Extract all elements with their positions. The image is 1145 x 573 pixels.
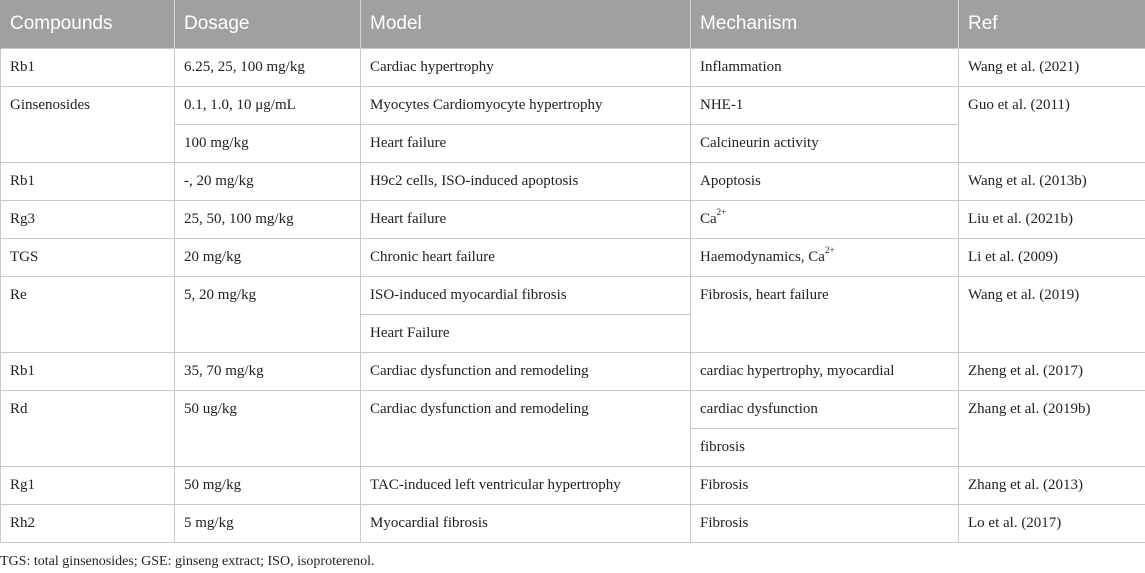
- table-row: [1, 277, 1145, 315]
- cell-model: TAC-induced left ventricular hypertrophy: [361, 467, 691, 505]
- cell-mechanism: Inflammation: [691, 49, 959, 87]
- cell-ref: Wang et al. (2021): [959, 49, 1145, 87]
- cell-model: ISO-induced myocardial fibrosis: [361, 277, 691, 315]
- cell-dosage: 5, 20 mg/kg: [175, 277, 361, 353]
- table-footnote: TGS: total ginsenosides; GSE: ginseng extract; ISO, isoproterenol.: [0, 554, 375, 569]
- cell-model: Cardiac dysfunction and remodeling: [361, 391, 691, 467]
- mechanism-text: Haemodynamics, Ca: [700, 249, 825, 265]
- cell-compound: Rb1: [1, 353, 175, 391]
- header-dosage: Dosage: [175, 0, 361, 49]
- header-mechanism: Mechanism: [691, 0, 959, 49]
- cell-dosage: 20 mg/kg: [175, 239, 361, 277]
- cell-ref: Zhang et al. (2013): [959, 467, 1145, 505]
- cell-compound: TGS: [1, 239, 175, 277]
- table-row: [1, 505, 1145, 543]
- cell-mechanism: Fibrosis: [691, 467, 959, 505]
- table-row: [1, 163, 1145, 201]
- cell-dosage: 35, 70 mg/kg: [175, 353, 361, 391]
- cell-model: Myocytes Cardiomyocyte hypertrophy: [361, 87, 691, 125]
- cell-dosage: 50 mg/kg: [175, 467, 361, 505]
- table-row: [1, 201, 1145, 239]
- cell-model: Chronic heart failure: [361, 239, 691, 277]
- cell-mechanism: Fibrosis: [691, 505, 959, 543]
- cell-compound: Rh2: [1, 505, 175, 543]
- cell-compound: Rb1: [1, 163, 175, 201]
- cell-dosage: 5 mg/kg: [175, 505, 361, 543]
- cell-ref: Zhang et al. (2019b): [959, 391, 1145, 467]
- cell-mechanism: fibrosis: [691, 429, 959, 467]
- cell-dosage: 50 ug/kg: [175, 391, 361, 467]
- header-ref: Ref: [959, 0, 1145, 49]
- mechanism-text: Ca: [700, 211, 717, 227]
- cell-ref: Lo et al. (2017): [959, 505, 1145, 543]
- cell-model: Cardiac dysfunction and remodeling: [361, 353, 691, 391]
- cell-mechanism: [691, 239, 959, 277]
- table-row: [1, 87, 1145, 125]
- table-row: [1, 239, 1145, 277]
- superscript: 2+: [716, 207, 727, 217]
- cell-compound: Rg1: [1, 467, 175, 505]
- cell-mechanism: [691, 201, 959, 239]
- cell-ref: Zheng et al. (2017): [959, 353, 1145, 391]
- cell-mechanism: Apoptosis: [691, 163, 959, 201]
- cell-ref: Wang et al. (2019): [959, 277, 1145, 353]
- superscript: 2+: [824, 245, 835, 255]
- cell-ref: Wang et al. (2013b): [959, 163, 1145, 201]
- cell-ref: Guo et al. (2011): [959, 87, 1145, 163]
- header-model: Model: [361, 0, 691, 49]
- cell-dosage: 6.25, 25, 100 mg/kg: [175, 49, 361, 87]
- cell-ref: Liu et al. (2021b): [959, 201, 1145, 239]
- cell-model: H9c2 cells, ISO-induced apoptosis: [361, 163, 691, 201]
- cell-model: Myocardial fibrosis: [361, 505, 691, 543]
- cell-dosage: 0.1, 1.0, 10 μg/mL: [175, 87, 361, 125]
- cell-compound: Re: [1, 277, 175, 353]
- table-row: [1, 391, 1145, 429]
- cell-compound: Rg3: [1, 201, 175, 239]
- cell-model: Cardiac hypertrophy: [361, 49, 691, 87]
- table-row: [1, 49, 1145, 87]
- cell-model: Heart failure: [361, 201, 691, 239]
- cell-dosage: 100 mg/kg: [175, 125, 361, 163]
- cell-compound: Rb1: [1, 49, 175, 87]
- cell-model: Heart failure: [361, 125, 691, 163]
- header-compounds: Compounds: [1, 0, 175, 49]
- table-row: [1, 467, 1145, 505]
- cell-mechanism: cardiac dysfunction: [691, 391, 959, 429]
- cell-compound: Rd: [1, 391, 175, 467]
- cell-mechanism: Calcineurin activity: [691, 125, 959, 163]
- cell-mechanism: NHE-1: [691, 87, 959, 125]
- cell-dosage: -, 20 mg/kg: [175, 163, 361, 201]
- table-header-row: [1, 0, 1145, 49]
- cell-ref: Li et al. (2009): [959, 239, 1145, 277]
- cell-compound: Ginsenosides: [1, 87, 175, 163]
- cell-mechanism: Fibrosis, heart failure: [691, 277, 959, 353]
- cell-dosage: 25, 50, 100 mg/kg: [175, 201, 361, 239]
- cell-mechanism: cardiac hypertrophy, myocardial: [691, 353, 959, 391]
- table-row: [1, 353, 1145, 391]
- cell-model: Heart Failure: [361, 315, 691, 353]
